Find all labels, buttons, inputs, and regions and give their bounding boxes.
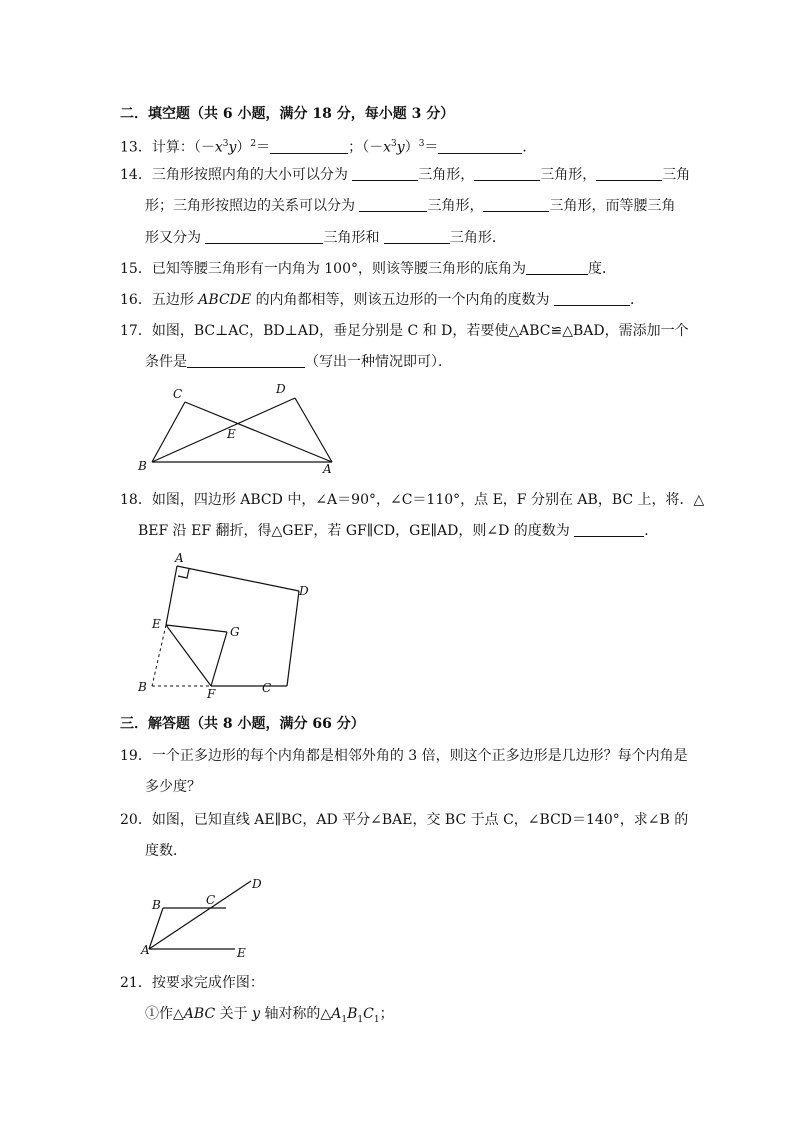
q14-text: 三角形． bbox=[449, 230, 506, 246]
q14-text: 三角形， bbox=[427, 198, 484, 214]
section-heading-fill-in bbox=[120, 104, 454, 124]
q21-var: A bbox=[331, 1006, 342, 1022]
section-heading-text: 三．解答题（共 8 小题，满分 66 分） bbox=[120, 716, 365, 732]
question-14-line-1 bbox=[120, 165, 690, 185]
q13-var-y: y bbox=[228, 139, 237, 156]
q17-text: 如图，BC⊥AC，BD⊥AD，垂足分别是 C 和 D，若要使△ABC≌△BAD，需添加一个 bbox=[151, 323, 689, 339]
answer-blank[interactable] bbox=[574, 521, 644, 537]
q16-period: ． bbox=[630, 292, 645, 308]
question-16 bbox=[120, 290, 644, 310]
answer-blank[interactable] bbox=[384, 228, 450, 244]
q18-label-b: B bbox=[138, 680, 147, 694]
section-heading-text: 二．填空题（共 6 小题，满分 18 分，每小题 3 分） bbox=[120, 106, 455, 122]
q16-text: 五边形 bbox=[151, 292, 194, 308]
q14-text: 三角形，而等腰三角 bbox=[549, 198, 676, 214]
question-number: 13． bbox=[120, 139, 152, 156]
question-18-line-1 bbox=[120, 490, 704, 510]
q13-eq: ＝ bbox=[256, 139, 271, 156]
question-17-line-2 bbox=[145, 352, 452, 372]
q21-var: C bbox=[363, 1006, 374, 1022]
q17-text: 条件是 bbox=[145, 354, 187, 370]
answer-blank[interactable] bbox=[596, 165, 662, 181]
question-21-line-2 bbox=[145, 1004, 394, 1030]
q13-exp: 3 bbox=[222, 139, 229, 149]
q20-text: 度数． bbox=[145, 843, 187, 859]
q14-text: 三角形， bbox=[540, 167, 597, 183]
section-heading-answer bbox=[120, 714, 365, 734]
question-number: 19． bbox=[120, 748, 152, 764]
q20-label-b: B bbox=[152, 898, 161, 912]
q14-text: 形又分为 bbox=[145, 230, 201, 246]
question-20-line-1 bbox=[120, 810, 688, 830]
question-number: 17． bbox=[120, 323, 152, 339]
q21-text: 关于 bbox=[219, 1006, 248, 1022]
q21-text: 轴对称的△ bbox=[264, 1006, 332, 1022]
question-number: 14． bbox=[120, 167, 152, 183]
q18-text: BEF 沿 EF 翻折，得△GEF，若 GF∥CD，GE∥AD，则∠D 的度数为 bbox=[138, 523, 570, 539]
q13-var-y2: y bbox=[396, 139, 405, 156]
q15-text: 度． bbox=[588, 261, 616, 277]
q21-var: ABC bbox=[183, 1006, 216, 1022]
question-18-line-2 bbox=[138, 521, 658, 541]
q18-label-f: F bbox=[207, 687, 216, 700]
q16-text: 的内角都相等，则该五边形的一个内角的度数为 bbox=[255, 292, 550, 308]
question-15 bbox=[120, 259, 616, 279]
q21-sub: 1 bbox=[341, 1014, 348, 1025]
q15-text: 已知等腰三角形有一内角为 100°，则该等腰三角形的底角为 bbox=[151, 261, 526, 277]
question-14-line-2 bbox=[145, 196, 675, 216]
q20-label-a: A bbox=[141, 943, 150, 957]
q19-text: 多少度？ bbox=[145, 779, 201, 795]
q13-outer-exp: 2 bbox=[250, 139, 257, 149]
q20-label-d: D bbox=[252, 877, 262, 891]
q18-label-a: A bbox=[175, 551, 184, 565]
answer-blank[interactable] bbox=[474, 165, 540, 181]
q21-text: ①作△ bbox=[145, 1006, 184, 1022]
q14-text: 三角形按照内角的大小可以分为 bbox=[151, 167, 348, 183]
q14-text: 三角形， bbox=[418, 167, 475, 183]
q14-text: 三角 bbox=[662, 167, 691, 183]
q18-label-c: C bbox=[262, 681, 272, 695]
q13-exp2: 3 bbox=[391, 139, 397, 149]
q21-text: 按要求完成作图： bbox=[151, 975, 264, 991]
q20-figure bbox=[135, 870, 275, 962]
q19-text: 一个正多边形的每个内角都是相邻外角的 3 倍，则这个正多边形是几边形？每个内角是 bbox=[151, 748, 688, 764]
question-number: 21． bbox=[120, 975, 152, 991]
answer-blank[interactable] bbox=[438, 138, 522, 154]
answer-blank[interactable] bbox=[526, 259, 588, 275]
question-19-line-1 bbox=[120, 746, 688, 766]
q17-text: （写出一种情况即可）． bbox=[305, 354, 452, 370]
q17-label-b: B bbox=[138, 459, 147, 473]
q20-text: 如图，已知直线 AE∥BC，AD 平分∠BAE，交 BC 于点 C，∠BCD＝140°，求∠B 的 bbox=[151, 812, 689, 828]
question-21-line-1 bbox=[120, 973, 264, 993]
q18-text: 如图，四边形 ABCD 中，∠A＝90°，∠C＝110°，点 E，F 分别在 AB，BC 上，将．△ bbox=[151, 492, 705, 508]
answer-blank[interactable] bbox=[187, 352, 305, 368]
q21-sub: 1 bbox=[357, 1014, 364, 1025]
q13-var-x: x bbox=[214, 139, 223, 156]
q13-eq2: ＝ bbox=[424, 139, 439, 156]
answer-blank[interactable] bbox=[352, 165, 418, 181]
q13-period: ． bbox=[522, 139, 537, 156]
answer-blank[interactable] bbox=[270, 138, 348, 154]
q20-label-e: E bbox=[237, 946, 246, 960]
q21-text: ； bbox=[379, 1006, 394, 1022]
q21-sub: 1 bbox=[373, 1014, 380, 1025]
q18-text: ． bbox=[644, 523, 659, 539]
q17-figure bbox=[135, 378, 345, 478]
question-13 bbox=[120, 134, 536, 158]
q13-outer-exp2: 3 bbox=[418, 139, 425, 149]
q13-text: 计算：（－ bbox=[151, 139, 215, 156]
q17-label-e: E bbox=[227, 427, 236, 441]
question-number: 15． bbox=[120, 261, 152, 277]
answer-blank[interactable] bbox=[554, 290, 630, 306]
q17-label-a: A bbox=[323, 462, 332, 476]
q14-text: 三角形和 bbox=[323, 230, 380, 246]
question-14-line-3 bbox=[145, 228, 506, 248]
q13-paren2: ） bbox=[404, 139, 419, 156]
q14-text: 形；三角形按照边的关系可以分为 bbox=[145, 198, 355, 214]
question-number: 18． bbox=[120, 492, 152, 508]
q13-paren: ） bbox=[236, 139, 251, 156]
answer-blank[interactable] bbox=[205, 228, 323, 244]
q21-var: B bbox=[347, 1006, 358, 1022]
answer-blank[interactable] bbox=[359, 196, 427, 212]
answer-blank[interactable] bbox=[483, 196, 549, 212]
q20-label-c: C bbox=[206, 893, 216, 907]
q13-var-x2: x bbox=[383, 139, 392, 156]
q17-label-d: D bbox=[276, 382, 286, 396]
question-number: 20． bbox=[120, 812, 152, 828]
question-20-line-2 bbox=[145, 841, 187, 861]
question-19-line-2 bbox=[145, 777, 201, 797]
q18-label-g: G bbox=[230, 625, 240, 639]
question-17-line-1 bbox=[120, 321, 689, 341]
q21-var: y bbox=[252, 1006, 260, 1022]
question-number: 16． bbox=[120, 292, 152, 308]
q18-figure bbox=[135, 548, 315, 700]
q13-text2: ；（－ bbox=[348, 139, 384, 156]
q18-label-e: E bbox=[152, 617, 161, 631]
q17-label-c: C bbox=[173, 387, 183, 401]
q16-var: ABCDE bbox=[198, 292, 252, 308]
q18-label-d: D bbox=[299, 584, 309, 598]
